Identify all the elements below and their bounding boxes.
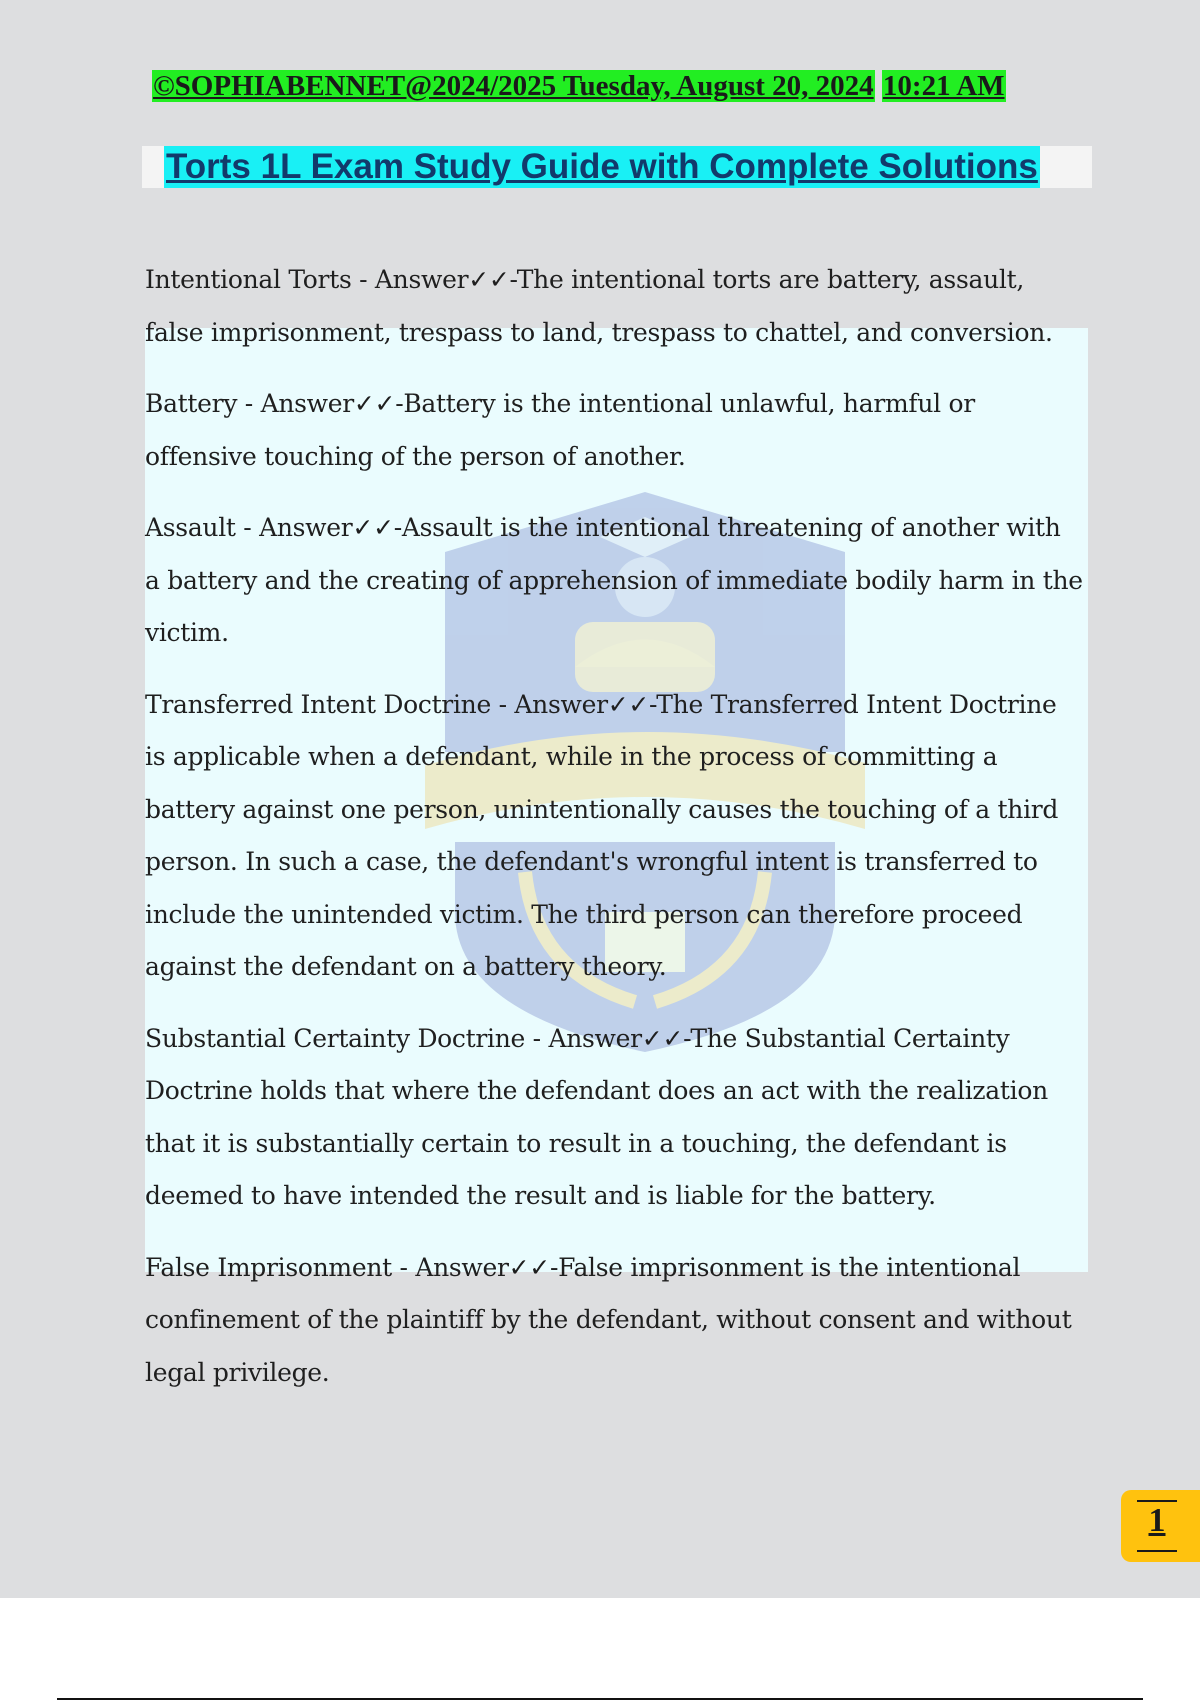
badge-bottom-line <box>1137 1550 1177 1552</box>
page-number-badge <box>1121 1490 1200 1562</box>
copyright-date: ©SOPHIABENNET@2024/2025 Tuesday, August 20, 2024 <box>153 70 874 102</box>
qa-entry-transferred-intent: Transferred Intent Doctrine - Answer✓✓-The Transferred Intent Doctrine is applicable when a defendant, while in the process of committing a battery against one person, unintentionally causes the touching of a third person. In such a case, the defendant's wrongful intent is transferred to include the unintended victim. The third person can therefore proceed against the defendant on a battery theory. <box>145 689 1059 981</box>
qa-entry-substantial-certainty: Substantial Certainty Doctrine - Answer✓✓-The Substantial Certainty Doctrine holds that where the defendant does an act with the realization that it is substantially certain to result in a touching, the defendant is deemed to have intended the result and is liable for the battery. <box>145 1023 1048 1210</box>
qa-list <box>145 254 1095 1418</box>
header-time: 10:21 AM <box>882 70 1005 102</box>
page-title: Torts 1L Exam Study Guide with Complete Solutions <box>166 147 1038 186</box>
qa-entry-battery: Battery - Answer✓✓-Battery is the intentional unlawful, harmful or offensive touching of the person of another. <box>145 389 975 471</box>
qa-entry-assault: Assault - Answer✓✓-Assault is the intentional threatening of another with a battery and the creating of apprehension of immediate bodily harm in the victim. <box>145 513 1083 647</box>
qa-entry-intentional-torts: Intentional Torts - Answer✓✓-The intentional torts are battery, assault, false imprisonment, trespass to land, trespass to chattel, and conversion. <box>145 265 1053 347</box>
page-number: 1 <box>1148 1502 1166 1539</box>
header-line <box>152 70 1006 103</box>
qa-entry-false-imprisonment: False Imprisonment - Answer✓✓-False imprisonment is the intentional confinement of the plaintiff by the defendant, without consent and without legal privilege. <box>145 1252 1072 1387</box>
